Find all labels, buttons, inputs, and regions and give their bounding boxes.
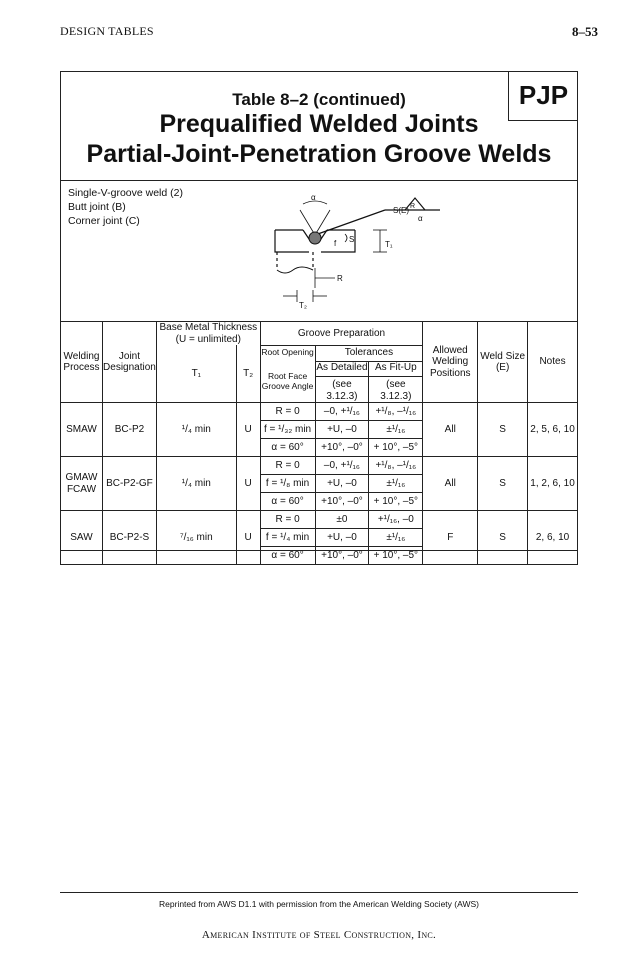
footer-divider — [60, 892, 578, 893]
cell-weld-size: S — [478, 403, 528, 457]
cell-fitup: +¹/₈, –¹/₁₆ — [369, 403, 423, 421]
t1-label: T₁ — [385, 240, 393, 249]
as-detailed-label: As Detailed — [316, 361, 368, 373]
cell-fitup: +¹/₁₆, –0 — [369, 511, 423, 529]
corner-joint-caption: Corner joint (C) — [68, 215, 140, 227]
cell-root-face: f = ¹/₃₂ min — [260, 421, 315, 439]
cell-weld-size: S — [478, 511, 528, 565]
table-subtitle: Partial-Joint-Penetration Groove Welds — [86, 140, 552, 168]
cell-detailed: ±0 — [315, 511, 369, 529]
cell-root-face: f = ¹/₄ min — [260, 529, 315, 547]
cell-fitup: ±¹/₁₆ — [369, 421, 423, 439]
cell-t2: U — [236, 511, 260, 565]
col-root-face: Root Face Groove Angle — [260, 361, 315, 403]
cell-fitup: ±¹/₁₆ — [369, 529, 423, 547]
cell-notes: 2, 5, 6, 10 — [528, 403, 578, 457]
cell-process: SAW — [61, 511, 103, 565]
running-header: DESIGN TABLES — [60, 24, 154, 38]
cell-positions: F — [423, 511, 478, 565]
col-groove-prep: Groove Preparation — [260, 322, 423, 346]
cell-process: SMAW — [61, 403, 103, 457]
page-number: 8–53 — [572, 24, 598, 39]
alpha-label: α — [311, 193, 316, 202]
base-metal-title: Base Metal Thickness — [159, 322, 258, 333]
cell-t2: U — [236, 403, 260, 457]
publisher-name: American Institute of Steel Construction, Inc. — [201, 929, 437, 941]
col-joint: Joint Designation — [102, 322, 156, 403]
cell-fitup: + 10°, –5° — [369, 547, 423, 565]
cell-joint: BC-P2-GF — [102, 457, 156, 511]
cell-positions: All — [423, 457, 478, 511]
t2-label: T₂ — [299, 301, 307, 310]
s-label: S — [349, 235, 355, 244]
cell-detailed: +U, –0 — [315, 475, 369, 493]
cell-t1: ¹/₄ min — [156, 457, 236, 511]
col-weld-size: Weld Size (E) — [478, 322, 528, 403]
cell-groove-angle: α = 60° — [260, 493, 315, 511]
cell-groove-angle: α = 60° — [260, 547, 315, 565]
cell-notes: 1, 2, 6, 10 — [528, 457, 578, 511]
cell-joint: BC-P2 — [102, 403, 156, 457]
col-process: Welding Process — [61, 322, 103, 403]
cell-groove-angle: α = 60° — [260, 439, 315, 457]
f-label: f — [334, 239, 337, 248]
cell-root-opening: R = 0 — [260, 511, 315, 529]
weld-type-caption: Single-V-groove weld (2) — [68, 187, 183, 199]
alpha-label-symbol: α — [418, 214, 423, 223]
plate-left — [275, 230, 309, 252]
cell-root-opening: R = 0 — [260, 457, 315, 475]
col-t1: T₁ — [156, 345, 236, 403]
table-row — [61, 403, 578, 421]
col-tolerances: Tolerances — [315, 345, 423, 361]
title-divider — [60, 180, 578, 181]
cell-detailed: +10°, –0° — [315, 439, 369, 457]
as-fitup-ref: (see 3.12.3) — [369, 376, 422, 402]
table-row — [61, 457, 578, 475]
base-metal-sub: (U = unlimited) — [175, 333, 241, 345]
cell-detailed: –0, +¹/₁₆ — [315, 403, 369, 421]
cell-fitup: ±¹/₁₆ — [369, 475, 423, 493]
reprint-note: Reprinted from AWS D1.1 with permission from the American Welding Society (AWS) — [159, 899, 479, 909]
table-title: Prequalified Welded Joints — [159, 110, 479, 138]
table-number: Table 8–2 (continued) — [232, 90, 406, 109]
col-positions: Allowed Welding Positions — [423, 322, 478, 403]
cell-fitup: + 10°, –5° — [369, 439, 423, 457]
col-as-detailed — [315, 361, 369, 403]
cell-positions: All — [423, 403, 478, 457]
cell-fitup: + 10°, –5° — [369, 493, 423, 511]
col-t2: T₂ — [236, 345, 260, 403]
pjp-badge: PJP — [508, 71, 578, 121]
col-notes: Notes — [528, 322, 578, 403]
cell-process: GMAW FCAW — [61, 457, 103, 511]
col-as-fitup — [369, 361, 423, 403]
cell-detailed: +U, –0 — [315, 529, 369, 547]
cell-detailed: +10°, –0° — [315, 547, 369, 565]
cell-t1: ¹/₄ min — [156, 403, 236, 457]
se-label: S(E) — [393, 206, 409, 215]
cell-detailed: +U, –0 — [315, 421, 369, 439]
cell-t1: ⁷/₁₆ min — [156, 511, 236, 565]
cell-detailed: +10°, –0° — [315, 493, 369, 511]
table-row — [61, 511, 578, 529]
cell-notes: 2, 6, 10 — [528, 511, 578, 565]
col-base-metal — [156, 322, 260, 346]
joint-diagram — [255, 190, 455, 310]
cell-joint: BC-P2-S — [102, 511, 156, 565]
butt-joint-caption: Butt joint (B) — [68, 201, 126, 213]
cell-weld-size: S — [478, 457, 528, 511]
col-root-opening: Root Opening — [260, 345, 315, 361]
r-symbol-label: R — [410, 203, 416, 210]
r-label: R — [337, 274, 343, 283]
cell-fitup: +¹/₈, –¹/₁₆ — [369, 457, 423, 475]
cell-detailed: –0, +¹/₁₆ — [315, 457, 369, 475]
cell-t2: U — [236, 457, 260, 511]
cell-root-opening: R = 0 — [260, 403, 315, 421]
as-fitup-label: As Fit-Up — [375, 361, 417, 373]
weld-bead — [309, 232, 321, 244]
cell-root-face: f = ¹/₈ min — [260, 475, 315, 493]
joint-table — [60, 321, 578, 565]
as-detailed-ref: (see 3.12.3) — [316, 376, 369, 402]
